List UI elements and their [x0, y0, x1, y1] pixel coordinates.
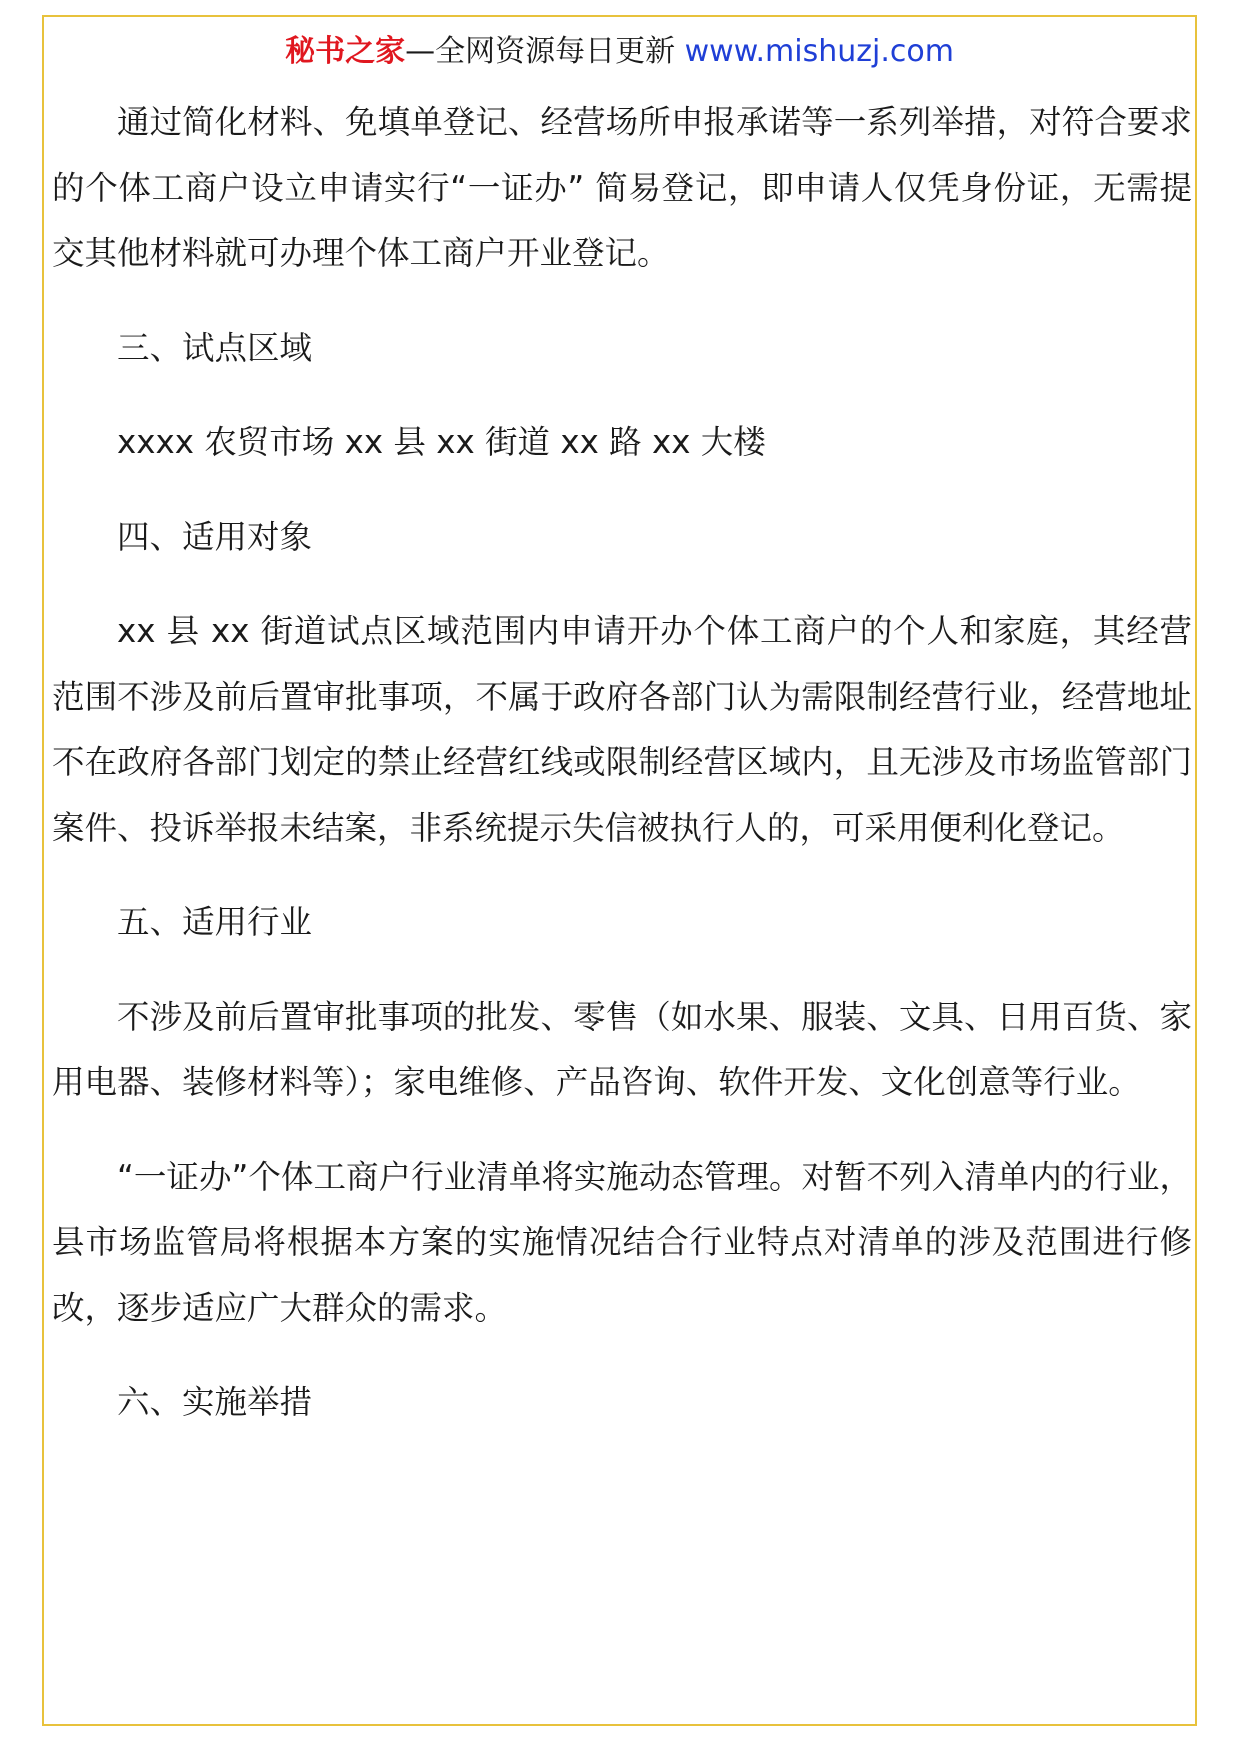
- paragraph-dynamic-management: “一证办”个体工商户行业清单将实施动态管理。对暂不列入清单内的行业，县市场监管局将根据本方案的实施情况结合行业特点对清单的涉及范围进行修改，逐步适应广大群众的需求。: [52, 1157, 1192, 1327]
- paragraph-applicable-industries: 不涉及前后置审批事项的批发、零售（如水果、服装、文具、日用百货、家用电器、装修材料等）；家电维修、产品咨询、软件开发、文化创意等行业。: [52, 997, 1192, 1101]
- section-heading-implementation-measures: 六、实施举措: [117, 1383, 313, 1421]
- paragraph-pilot-area: xxxx 农贸市场 xx 县 xx 街道 xx 路 xx 大楼: [117, 423, 766, 461]
- site-header: [44, 30, 1195, 74]
- section-heading-applicable-industries: 五、适用行业: [117, 903, 313, 941]
- header-tagline: —全网资源每日更新: [405, 34, 676, 69]
- brand-name: 秘书之家: [285, 34, 406, 69]
- paragraph-applicable-objects: xx 县 xx 街道试点区域范围内申请开办个体工商户的个人和家庭，其经营范围不涉及前后置审批事项，不属于政府各部门认为需限制经营行业，经营地址不在政府各部门划定的禁止经营红线或限制经营区域内，且无涉及市场监管部门案件、投诉举报未结案，非系统提示失信被执行人的，可采用便利化登记。: [52, 612, 1192, 847]
- section-heading-applicable-objects: 四、适用对象: [117, 517, 313, 556]
- paragraph-registration-intro: 通过简化材料、免填单登记、经营场所申报承诺等一系列举措，对符合要求的个体工商户设立申请实行“一证办” 简易登记，即申请人仅凭身份证，无需提交其他材料就可办理个体工商户开业登记。: [52, 103, 1192, 272]
- section-heading-pilot-area: 三、试点区域: [117, 328, 313, 367]
- document-body: [52, 90, 1192, 1465]
- site-url-link[interactable]: www.mishuzj.com: [684, 34, 954, 69]
